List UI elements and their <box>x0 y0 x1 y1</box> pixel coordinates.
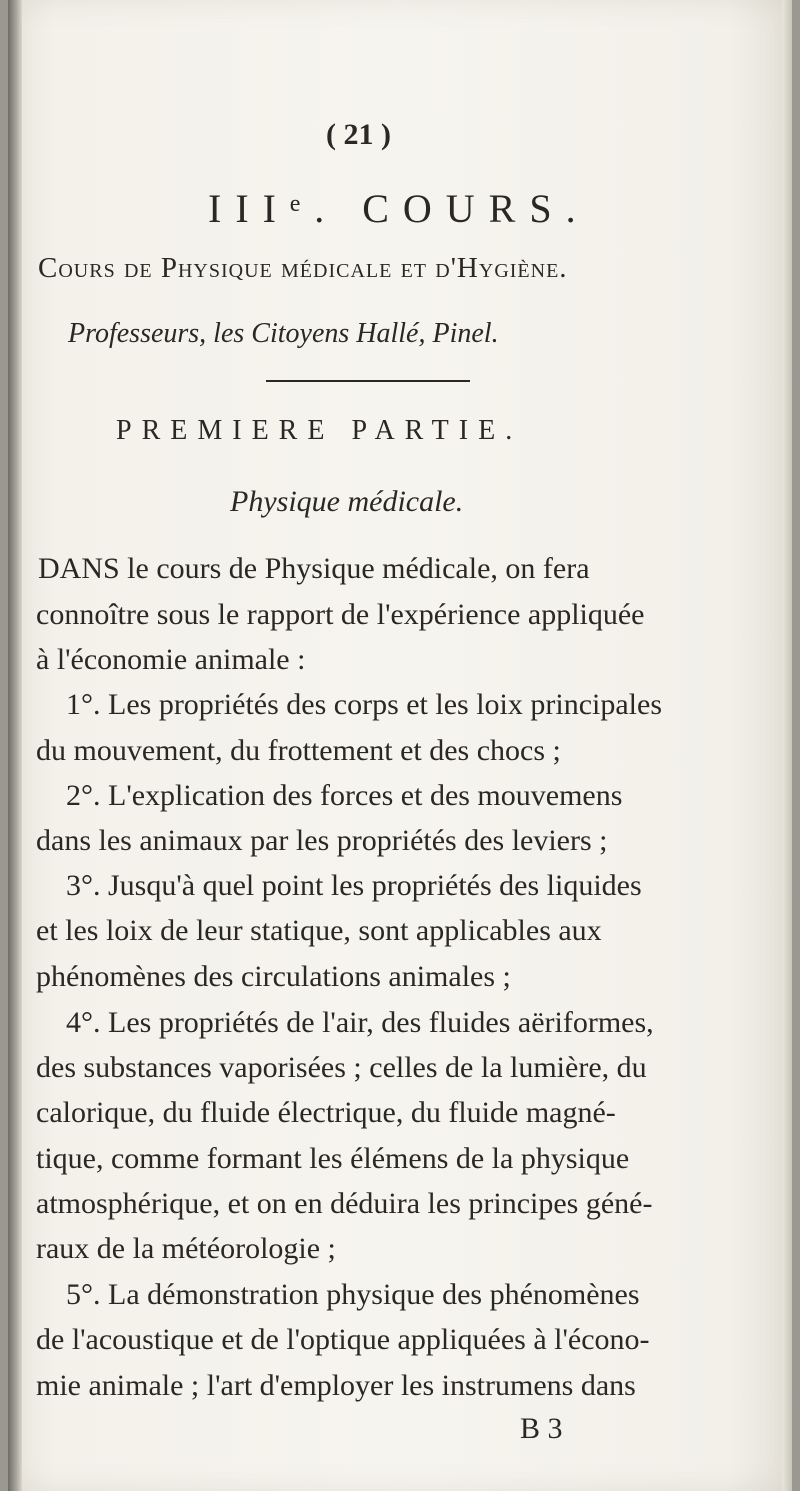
body-line: à l'économie animale : <box>36 643 306 676</box>
page-left-edge <box>8 0 22 1491</box>
section-heading: IIIᵉ. COURS. <box>208 186 590 231</box>
body-line: 2°. L'explication des forces et des mouvemens <box>66 779 623 812</box>
document-page <box>8 0 792 1491</box>
body-line: et les loix de leur statique, sont applicables aux <box>36 914 602 947</box>
professors-line: Professeurs, les Citoyens Hallé, Pinel. <box>68 318 499 349</box>
page-number: ( 21 ) <box>326 118 391 151</box>
body-line: atmosphérique, et on en déduira les principes géné- <box>36 1187 653 1220</box>
body-line: phénomènes des circulations animales ; <box>36 960 511 993</box>
course-subtitle: Cours de Physique médicale et d'Hygiène. <box>38 252 568 284</box>
page-right-edge <box>782 0 792 1491</box>
part-subtitle: Physique médicale. <box>230 485 464 518</box>
body-line: raux de la météorologie ; <box>36 1232 336 1265</box>
body-line: 3°. Jusqu'à quel point les propriétés des liquides <box>66 869 642 902</box>
body-line: calorique, du fluide électrique, du fluide magné- <box>36 1096 616 1129</box>
body-line: dans les animaux par les propriétés des leviers ; <box>36 824 608 857</box>
body-line: de l'acoustique et de l'optique appliquées à l'écono- <box>36 1323 650 1356</box>
body-line: DANS le cours de Physique médicale, on fera <box>38 552 590 585</box>
part-title: PREMIERE PARTIE. <box>116 415 523 446</box>
divider-rule <box>266 380 470 382</box>
body-line: connoître sous le rapport de l'expérience appliquée <box>36 598 645 631</box>
body-line: 5°. La démonstration physique des phénomènes <box>66 1278 640 1311</box>
body-line: des substances vaporisées ; celles de la lumière, du <box>36 1051 647 1084</box>
body-line: 1°. Les propriétés des corps et les loix principales <box>66 688 663 721</box>
body-line: tique, comme formant les élémens de la physique <box>36 1142 630 1175</box>
body-line: mie animale ; l'art d'employer les instrumens dans <box>36 1369 636 1402</box>
signature-mark: B 3 <box>520 1412 563 1445</box>
body-line: du mouvement, du frottement et des chocs ; <box>36 734 561 767</box>
body-line: 4°. Les propriétés de l'air, des fluides aëriformes, <box>66 1006 654 1039</box>
